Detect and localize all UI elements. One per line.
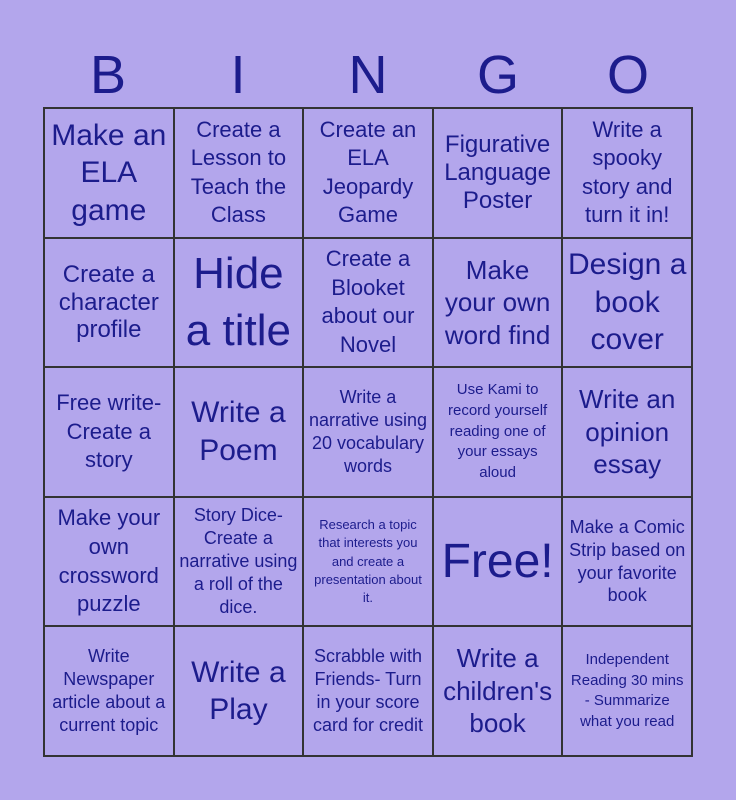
- bingo-cell-r5c3[interactable]: Scrabble with Friends- Turn in your score card for credit: [303, 626, 433, 756]
- bingo-cell-r1c2[interactable]: Create a Lesson to Teach the Class: [174, 108, 304, 238]
- header-letter-g: G: [476, 45, 519, 105]
- bingo-cell-r1c4[interactable]: Figurative Language Poster: [433, 108, 563, 238]
- bingo-cell-r3c1[interactable]: Free write- Create a story: [44, 367, 174, 497]
- header-letter-b: B: [89, 45, 127, 105]
- bingo-cell-r4c5[interactable]: Make a Comic Strip based on your favorite book: [562, 497, 692, 627]
- bingo-board: [43, 107, 693, 757]
- bingo-cell-r1c1[interactable]: Make an ELA game: [44, 108, 174, 238]
- bingo-cell-r5c5[interactable]: Independent Reading 30 mins - Summarize what you read: [562, 626, 692, 756]
- bingo-cell-r5c1[interactable]: Write Newspaper article about a current topic: [44, 626, 174, 756]
- bingo-cell-r2c4[interactable]: Make your own word find: [433, 238, 563, 368]
- bingo-cell-r2c3[interactable]: Create a Blooket about our Novel: [303, 238, 433, 368]
- bingo-cell-r1c3[interactable]: Create an ELA Jeopardy Game: [303, 108, 433, 238]
- bingo-cell-r3c4[interactable]: Use Kami to record yourself reading one of your essays aloud: [433, 367, 563, 497]
- bingo-cell-r1c5[interactable]: Write a spooky story and turn it in!: [562, 108, 692, 238]
- bingo-cell-r3c3[interactable]: Write a narrative using 20 vocabulary words: [303, 367, 433, 497]
- bingo-cell-r2c2[interactable]: Hide a title: [174, 238, 304, 368]
- bingo-cell-r5c2[interactable]: Write a Play: [174, 626, 304, 756]
- bingo-cell-r3c5[interactable]: Write an opinion essay: [562, 367, 692, 497]
- header-letter-n: N: [348, 45, 388, 105]
- header-letter-i: I: [230, 45, 246, 105]
- bingo-cell-r2c1[interactable]: Create a character profile: [44, 238, 174, 368]
- bingo-cell-r5c4[interactable]: Write a children's book: [433, 626, 563, 756]
- bingo-cell-r4c1[interactable]: Make your own crossword puzzle: [44, 497, 174, 627]
- bingo-cell-r2c5[interactable]: Design a book cover: [562, 238, 692, 368]
- bingo-cell-r4c2[interactable]: Story Dice- Create a narrative using a roll of the dice.: [174, 497, 304, 627]
- bingo-cell-free[interactable]: Free!: [433, 497, 563, 627]
- bingo-cell-r3c2[interactable]: Write a Poem: [174, 367, 304, 497]
- bingo-header: [43, 44, 693, 106]
- header-letter-o: O: [606, 45, 649, 105]
- bingo-cell-r4c3[interactable]: Research a topic that interests you and create a presentation about it.: [303, 497, 433, 627]
